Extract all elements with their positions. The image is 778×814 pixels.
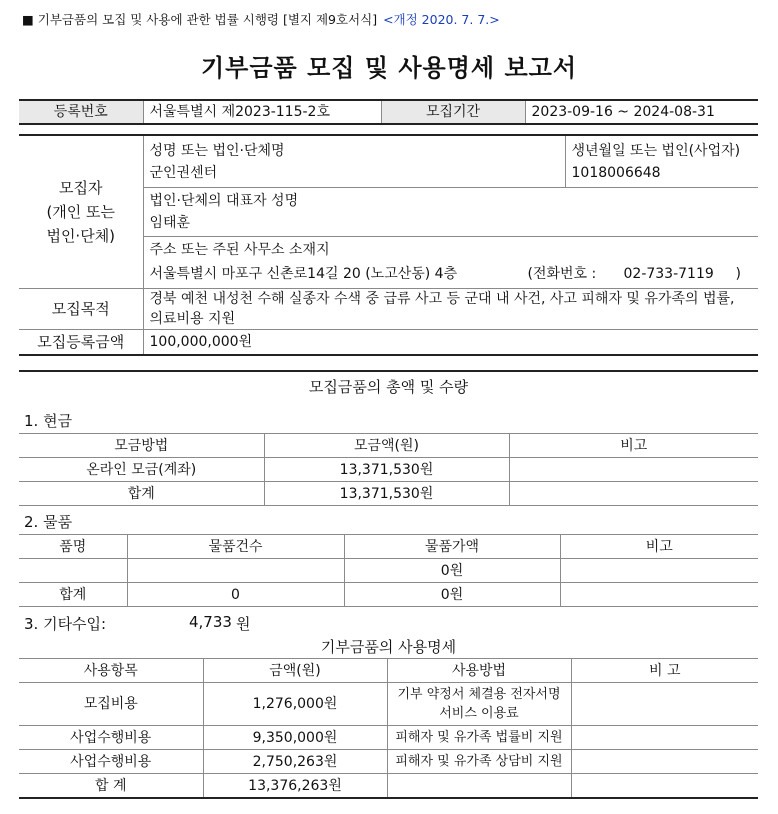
usage-cell bbox=[571, 750, 758, 774]
form-reference bbox=[22, 10, 500, 28]
usage-cell: 9,350,000원 bbox=[203, 726, 387, 750]
table-row bbox=[19, 683, 758, 726]
registered-amount-value: 100,000,000원 bbox=[143, 330, 758, 356]
usage-cell bbox=[571, 683, 758, 726]
collector-birth-value: 1018006648 bbox=[571, 164, 661, 181]
goods-cell bbox=[127, 559, 344, 583]
phone-label: (전화번호 : bbox=[527, 266, 597, 283]
collector-name-label: 성명 또는 법인·단체명 bbox=[149, 142, 285, 159]
address-cell bbox=[143, 236, 758, 288]
goods-table bbox=[19, 534, 758, 607]
representative-cell bbox=[143, 188, 758, 236]
representative-label: 법인·단체의 대표자 성명 bbox=[149, 193, 299, 209]
cash-table bbox=[19, 433, 758, 506]
goods-cell: 0원 bbox=[344, 559, 560, 583]
usage-cell: 모집비용 bbox=[19, 683, 203, 726]
goods-header-note: 비고 bbox=[560, 535, 758, 559]
cash-cell: 온라인 모금(계좌) bbox=[19, 458, 264, 482]
table-row bbox=[19, 482, 758, 506]
registration-number-label: 등록번호 bbox=[19, 100, 143, 124]
purpose-value: 경북 예천 내성천 수해 실종자 수색 중 급류 사고 등 군대 내 사건, 사고 피해자 및 유가족의 법률, 의료비용 지원 bbox=[143, 289, 758, 330]
purpose-label: 모집목적 bbox=[19, 289, 143, 330]
address-line bbox=[150, 262, 753, 286]
other-income bbox=[24, 613, 251, 634]
table-row bbox=[19, 750, 758, 774]
goods-header-value: 물품가액 bbox=[344, 535, 560, 559]
usage-cell bbox=[387, 774, 571, 799]
usage-header-method: 사용방법 bbox=[387, 659, 571, 683]
usage-cell: 기부 약정서 체결용 전자서명 서비스 이용료 bbox=[387, 683, 571, 726]
collector-label-line1: 모집자 bbox=[59, 179, 103, 197]
collector-label-line3: 법인·단체) bbox=[46, 227, 116, 245]
collector-birth-label: 생년월일 또는 법인(사업자) bbox=[571, 142, 741, 159]
usage-cell: 사업수행비용 bbox=[19, 750, 203, 774]
table-row bbox=[19, 559, 758, 583]
form-ref-text: ■ 기부금품의 모집 및 사용에 관한 법률 시행령 [별지 제9호서식] bbox=[22, 12, 378, 27]
other-income-unit: 원 bbox=[236, 615, 251, 633]
goods-header-name: 품명 bbox=[19, 535, 127, 559]
totals-section-title: 모집금품의 총액 및 수량 bbox=[19, 370, 758, 402]
usage-cell: 2,750,263원 bbox=[203, 750, 387, 774]
goods-heading: 2. 물품 bbox=[24, 513, 73, 531]
usage-cell: 13,376,263원 bbox=[203, 774, 387, 799]
collection-period-label: 모집기간 bbox=[381, 100, 525, 124]
collector-info-table bbox=[19, 134, 758, 356]
collector-label-line2: (개인 또는 bbox=[46, 203, 116, 221]
phone-close: ) bbox=[735, 266, 741, 283]
cash-header-method: 모금방법 bbox=[19, 434, 264, 458]
usage-cell: 사업수행비용 bbox=[19, 726, 203, 750]
table-row bbox=[19, 583, 758, 607]
table-row bbox=[19, 774, 758, 799]
goods-cell: 0 bbox=[127, 583, 344, 607]
collector-name-cell bbox=[143, 135, 565, 188]
registered-amount-label: 모집등록금액 bbox=[19, 330, 143, 356]
other-income-value: 4,733 bbox=[189, 613, 232, 631]
usage-cell: 피해자 및 유가족 상담비 지원 bbox=[387, 750, 571, 774]
usage-cell: 합 계 bbox=[19, 774, 203, 799]
goods-cell bbox=[19, 559, 127, 583]
usage-header-amount: 금액(원) bbox=[203, 659, 387, 683]
revision-date: <개정 2020. 7. 7.> bbox=[383, 12, 500, 27]
goods-header-count: 물품건수 bbox=[127, 535, 344, 559]
goods-cell bbox=[560, 583, 758, 607]
page-title: 기부금품 모집 및 사용명세 보고서 bbox=[201, 54, 577, 82]
collector-name-value: 군인권센터 bbox=[149, 164, 218, 181]
collection-period-value: 2023-09-16 ~ 2024-08-31 bbox=[525, 100, 758, 124]
goods-cell bbox=[560, 559, 758, 583]
usage-table bbox=[19, 658, 758, 799]
table-row bbox=[19, 434, 758, 458]
cash-cell bbox=[509, 482, 758, 506]
table-row bbox=[19, 535, 758, 559]
collector-birth-cell bbox=[565, 135, 758, 188]
usage-section-title: 기부금품의 사용명세 bbox=[320, 638, 457, 656]
collector-label bbox=[19, 135, 143, 289]
goods-cell: 합계 bbox=[19, 583, 127, 607]
usage-header-item: 사용항목 bbox=[19, 659, 203, 683]
table-row bbox=[19, 726, 758, 750]
address-label: 주소 또는 주된 사무소 소재지 bbox=[149, 242, 330, 259]
registration-table bbox=[19, 99, 758, 125]
usage-cell bbox=[571, 774, 758, 799]
other-income-label: 3. 기타수입: bbox=[24, 615, 107, 633]
cash-cell bbox=[509, 458, 758, 482]
cash-cell: 13,371,530원 bbox=[264, 482, 509, 506]
usage-cell: 1,276,000원 bbox=[203, 683, 387, 726]
table-row bbox=[19, 659, 758, 683]
goods-cell: 0원 bbox=[344, 583, 560, 607]
phone-value: 02-733-7119 bbox=[623, 266, 714, 283]
usage-cell bbox=[571, 726, 758, 750]
usage-header-note: 비 고 bbox=[571, 659, 758, 683]
cash-header-note: 비고 bbox=[509, 434, 758, 458]
cash-cell: 13,371,530원 bbox=[264, 458, 509, 482]
table-row bbox=[19, 458, 758, 482]
representative-value: 임태훈 bbox=[149, 215, 191, 231]
cash-heading: 1. 현금 bbox=[24, 412, 73, 430]
cash-cell: 합계 bbox=[19, 482, 264, 506]
usage-cell: 피해자 및 유가족 법률비 지원 bbox=[387, 726, 571, 750]
registration-number-value: 서울특별시 제2023-115-2호 bbox=[143, 100, 381, 124]
address-value: 서울특별시 마포구 신촌로14길 20 (노고산동) 4층 bbox=[149, 266, 458, 283]
cash-header-amount: 모금액(원) bbox=[264, 434, 509, 458]
